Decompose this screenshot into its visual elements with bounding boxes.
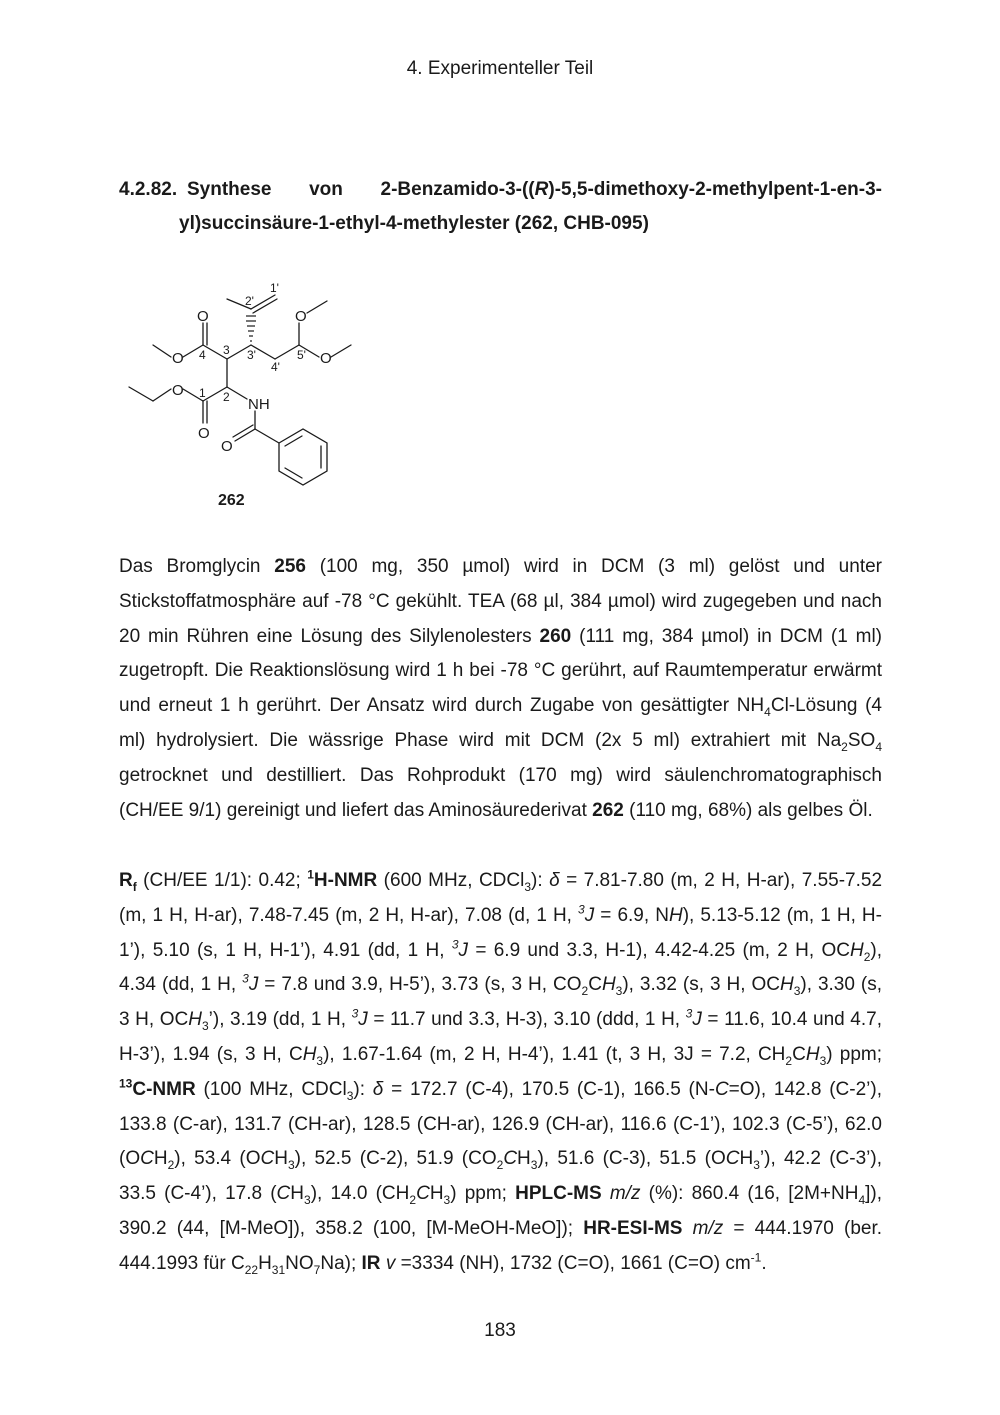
atom-label: O <box>172 382 184 399</box>
atom-label: O <box>197 308 209 325</box>
procedure-paragraph: Das Bromglycin 256 (100 mg, 350 µmol) wird in DCM (3 ml) gelöst und unter Stickstoffatmosphäre auf -78 °C gekühlt. TEA (68 µl, 384 µmol) wird zugegeben und nach 20 min Rühren eine Lösung des Silylenolesters 260 (111 mg, 384 µmol) in DCM (1 ml) zugetropft. Die Reaktionslösung wird 1 h bei -78 °C gerührt, auf Raumtemperatur erwärmt und erneut 1 h gerührt. Der Ansatz wird durch Zugabe von gesättigter $NH_4Cl$-Lösung (4 ml) hydrolysiert. Die wässrige Phase wird mit DCM (2x 5 ml) extrahiert mit $Na_2SO_4$ getrocknet und destilliert. Das Rohprodukt (170 mg) wird säulenchromatographisch (CH/EE 9/1) gereinigt und liefert das Aminosäurederivat 262 (110 mg, 68%) als gelbes Öl. <box>119 556 883 821</box>
atom-label: O <box>295 308 307 325</box>
locant-label: 2 <box>223 390 230 404</box>
atom-label: NH <box>248 396 270 413</box>
locant-label: 2' <box>245 294 254 308</box>
compound-number: 262 <box>218 492 245 509</box>
locant-label: 1 <box>199 386 206 400</box>
locant-label: 5' <box>297 348 306 362</box>
heading-line-2: yl)succinsäure-1-ethyl-4-methylester (262, CHB-095) <box>179 213 649 234</box>
section-number: 4.2.82. <box>119 179 178 200</box>
page-number: 183 <box>484 1320 516 1341</box>
locant-label: 4 <box>199 348 206 362</box>
atom-label: O <box>198 425 210 442</box>
heading-word: 2-Benzamido-3-((R)-5,5-dimethoxy-2-methylpent-1-en-3- <box>380 179 882 200</box>
locant-label: 1' <box>270 281 279 295</box>
structure-diagram <box>115 275 375 515</box>
heading-word: von <box>309 179 343 200</box>
locant-label: 4' <box>271 360 280 374</box>
locant-label: 3' <box>247 348 256 362</box>
atom-label: O <box>320 350 332 367</box>
characterization-paragraph: $R_f$ (CH/EE 1/1): 0.42; $^1$H-NMR (600 MHz, CDCl$_3$): δ = 7.81-7.80 (m, 2 H, H-ar), 7.55-7.52 (m, 1 H, H-ar), 7.48-7.45 (m, 2 H, H-ar), 7.08 (d, 1 H, $^3$J = 6.9, NH), 5.13-5.12 (m, 1 H, H-1’), 5.10 (s, 1 H, H-1’), 4.91 (dd, 1 H, $^3$J = 6.9 und 3.3, H-1), 4.42-4.25 (m, 2 H, $OCH_2$), 4.34 (dd, 1 H, $^3$J = 7.8 und 3.9, H-5’), 3.73 (s, 3 H, $CO_2CH_3$), 3.32 (s, 3 H, $OCH_3$), 3.30 (s, 3 H, $OCH_3$’), 3.19 (dd, 1 H, $^3$J = 11.7 und 3.3, H-3), 3.10 (ddd, 1 H, $^3$J = 11.6, 10.4 und 4.7, H-3’), 1.94 (s, 3 H, $CH_3$), 1.67-1.64 (m, 2 H, H-4’), 1.41 (t, 3 H, 3J = 7.2, $CH_2CH_3$) ppm; $^{13}$C-NMR (100 MHz, CDCl$_3$): δ = 172.7 (C-4), 170.5 (C-1), 166.5 (N-C=O), 142.8 (C-2’), 133.8 (C-ar), 131.7 (CH-ar), 128.5 (CH-ar), 126.9 (CH-ar), 116.6 (C-1’), 102.3 (C-5’), 62.0 $(OCH_2)$, 53.4 $(OCH_3)$, 52.5 (C-2), 51.9 $(CO_2CH_3)$, 51.6 (C-3), 51.5 $(OCH_3’)$, 42.2 (C-3’), 33.5 (C-4’), 17.8 $(CH_3)$, 14.0 $(CH_2CH_3)$ ppm; HPLC-MS m/z (%): 860.4 (16, $[2M+NH_4]$), 390.2 (44, [M-MeO]), 358.2 (100, [M-MeOH-MeO]); HR-ESI-MS m/z = 444.1970 (ber. 444.1993 für $C_{22}H_{31}NO_7Na$); IR v =3334 (NH), 1732 (C=O), 1661 (C=O) $cm^{-1}$. <box>119 867 883 1277</box>
heading-word: Synthese <box>187 179 272 200</box>
section-heading <box>119 173 882 241</box>
locant-label: 3 <box>223 343 230 357</box>
atom-label: O <box>172 350 184 367</box>
running-head: 4. Experimenteller Teil <box>406 58 594 79</box>
atom-label: O <box>221 438 233 455</box>
